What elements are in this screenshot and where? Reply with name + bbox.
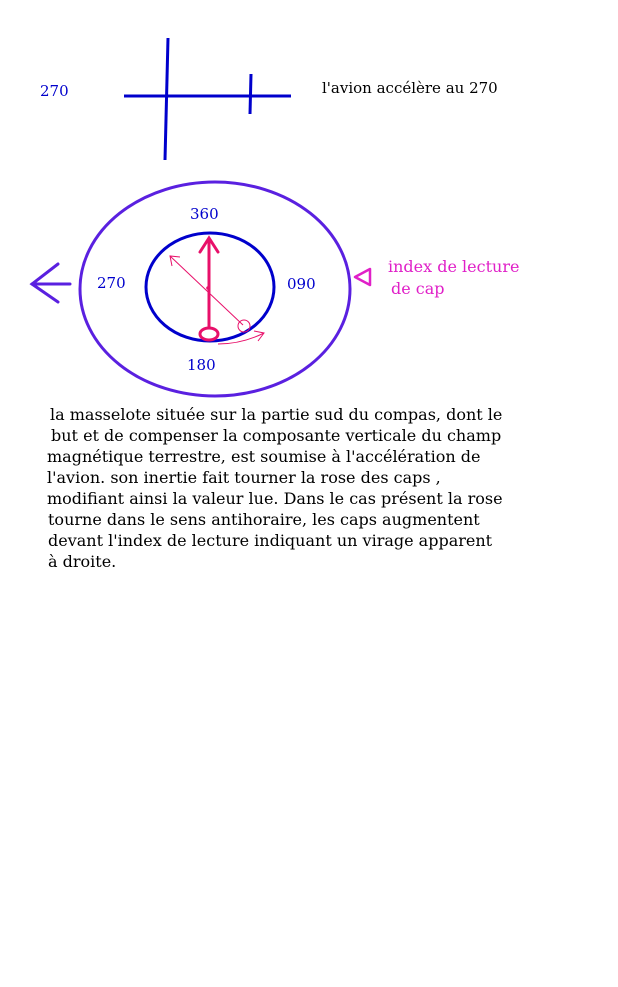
index-label-line1: index de lecture (388, 257, 520, 276)
compass-north-label: 360 (190, 205, 219, 223)
compass-south-label: 180 (187, 356, 216, 374)
compass-west-label: 270 (97, 274, 126, 292)
reading-index-icon (355, 269, 370, 285)
acceleration-arrow-icon (32, 264, 70, 302)
paragraph-line: but et de compenser la composante verticale du champ (51, 426, 502, 445)
acceleration-caption: l'avion accélère au 270 (322, 79, 498, 97)
magnet-weight (200, 328, 218, 340)
paragraph-line: modifiant ainsi la valeur lue. Dans le cas présent la rose (47, 489, 503, 508)
airplane-fuselage-line (165, 38, 168, 160)
paragraph-line: l'avion. son inertie fait tourner la rose des caps , (47, 468, 441, 487)
compass-needle (200, 238, 218, 340)
compass-east-label: 090 (287, 275, 316, 293)
paragraph-line: devant l'index de lecture indiquant un virage apparent (48, 531, 493, 550)
paragraph-line: magnétique terrestre, est soumise à l'accélération de (47, 447, 481, 466)
index-label-line2: de cap (391, 279, 445, 298)
airplane-symbol (124, 38, 291, 160)
top-heading-label: 270 (40, 82, 69, 100)
paragraph-line: tourne dans le sens antihoraire, les caps augmentent (48, 510, 480, 529)
paragraph-line: la masselote située sur la partie sud du compas, dont le (50, 405, 503, 424)
paragraph-line: à droite. (48, 552, 117, 571)
airplane-tail-line (250, 74, 251, 114)
explanation-paragraph (46, 404, 586, 572)
